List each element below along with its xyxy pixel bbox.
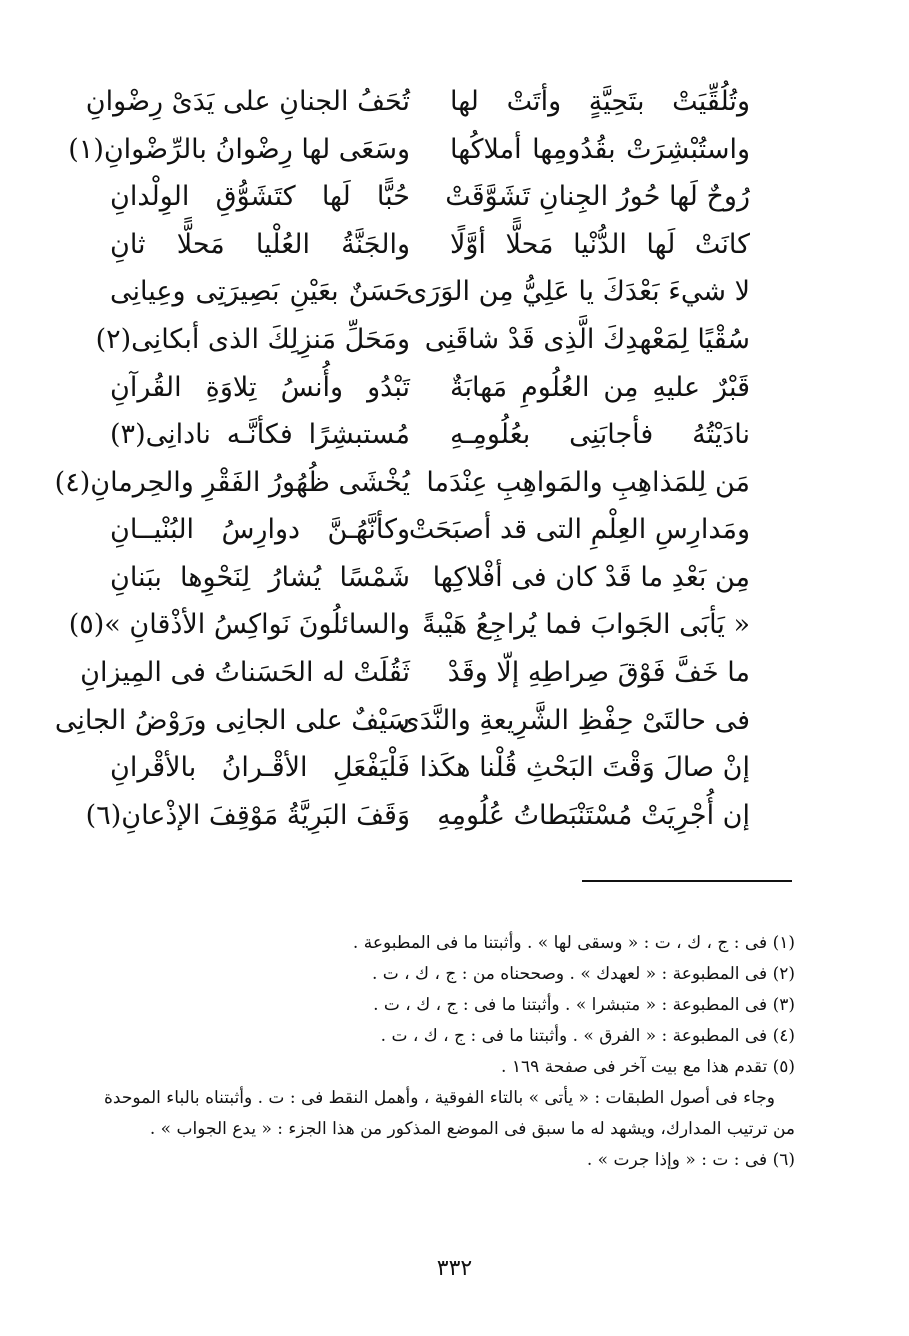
first-hemistich: وتُلُقِّيَتْ بتَحِيَّةٍ وأتَتْ لها [450,85,750,117]
verse [80,649,750,697]
footnote: (١) فى : ج ، ك ، ت : « وسقى لها » . وأثبتنا ما فى المطبوعة . [352,933,795,953]
second-hemistich: مُستبشِرًا فكأنَّـه نادانِى(٣) [110,419,410,451]
verse [68,602,750,650]
footnote-separator [582,880,792,882]
verse [85,792,750,840]
verse [110,744,750,792]
verse [110,411,750,459]
verse [110,506,750,554]
first-hemistich: سُقْيًا لِمَعْهدِكَ الَّذِى قَدْ شاقَنِى [424,323,750,355]
footnote: (٣) فى المطبوعة : « متبشرا » . وأثبتنا ما فى : ج ، ك ، ت . [373,995,795,1015]
first-hemistich: مَن لِلمَذاهِبِ والمَواهِبِ عِنْدَما [426,466,750,498]
poem [54,78,750,840]
first-hemistich: ما خَفَّ فَوْقَ صِراطِهِ إلّا وقَدْ [447,657,750,689]
second-hemistich: تُحَفُ الجنانِ على يَدَىْ رِضْوانِ [85,85,410,117]
second-hemistich: يُخْشَى ظُهُورُ الفَقْرِ والحِرمانِ(٤) [54,466,410,498]
second-hemistich: سَيْفٌ على الجانِى ورَوْضُ الجانِى [54,704,410,736]
first-hemistich: قَبْرٌ عليهِ مِن العُلُومِ مَهابَةٌ [450,371,750,403]
verse [54,697,750,745]
first-hemistich: مِن بَعْدِ ما قَدْ كان فى أفْلاكِها [432,561,750,593]
second-hemistich: وكأنَّهُـنَّ دوارِسُ البُنْيــانِ [110,514,410,546]
verse [85,78,750,126]
verse [110,554,750,602]
first-hemistich: كانَتْ لَها الدُّنْيا مَحلًّا أوَّلًا [450,228,750,260]
footnote-continuation: وجاء فى أصول الطبقات : « يأتى » بالتاء الفوقية ، وأهمل النقط فى : ت . وأثبتناه بالباء الموحدة من ترتيب المدارك، ويشهد له ما سبق فى الموضع المذكور من هذا الجزء : « يدع الجواب » . [104,1088,795,1139]
second-hemistich: والجَنَّةُ العُلْيا مَحلًّا ثانِ [110,228,410,260]
first-hemistich: نادَيْتُهُ فأجابَنِى بعُلُومِـهِ [450,419,750,451]
first-hemistich: فى حالتَىْ حِفْظِ الشَّرِيعةِ والنَّدَى [398,704,750,736]
footnote: (٥) تقدم هذا مع بيت آخر فى صفحة ١٦٩ . [501,1057,795,1077]
first-hemistich: رُوحٌ لَها حُورُ الجِنانِ تَشَوَّقَتْ [445,181,750,213]
verse [68,126,750,174]
first-hemistich: لا شيءَ بَعْدَكَ يا عَلِيُّ مِن الوَرَى [406,276,750,308]
verse [95,316,750,364]
verse [54,459,750,507]
verse [110,173,750,221]
page-number: ٣٣٢ [436,1256,473,1281]
first-hemistich: واستُبْشِرَتْ بقُدُومِها أملاكُها [450,133,750,165]
first-hemistich: ومَدارِسِ العِلْمِ التى قد أصبَحَتْ [408,514,750,546]
footnotes [80,928,795,1176]
verse [110,364,750,412]
verse [110,268,750,316]
first-hemistich: « يَأبَى الجَوابَ فما يُراجِعُ هَيْبةً [422,609,750,641]
second-hemistich: حُبًّا لَها كتَشَوُّقِ الوِلْدانِ [110,181,410,213]
second-hemistich: حَسَنٌ بعَيْنِ بَصِيرَتِى وعِيانِى [110,276,410,308]
second-hemistich: وسَعَى لها رِضْوانُ بالرِّضْوانِ(١) [68,133,410,165]
second-hemistich: والسائلُونَ نَواكِسُ الأذْقانِ »(٥) [68,609,410,641]
first-hemistich: إن أُجْرِيَتْ مُسْتَنْبَطاتُ عُلُومِهِ [437,799,750,831]
second-hemistich: تَبْدُو وأُنسُ تِلاوَةِ القُرآنِ [110,371,410,403]
footnote: (٤) فى المطبوعة : « الفرق » . وأثبتنا ما فى : ج ، ك ، ت . [380,1026,795,1046]
second-hemistich: فَلْيَفْعَلِ الأقْـرانُ بالأقْرانِ [110,752,410,784]
verse [110,221,750,269]
second-hemistich: وَقَفَ البَرِيَّةُ مَوْقِفَ الإذْعانِ(٦) [85,799,410,831]
footnote: (٢) فى المطبوعة : « لعهدك » . وصححناه من : ج ، ك ، ت . [371,964,795,984]
second-hemistich: ومَحَلِّ مَنزِلِكَ الذى أبكانِى(٢) [95,323,410,355]
footnote: (٦) فى : ت : « وإذا جرت » . [586,1150,795,1170]
second-hemistich: شَمْسًا يُشارُ لِنَحْوِها ببَنانِ [110,561,410,593]
first-hemistich: إنْ صالَ وَقْتَ البَحْثِ قُلْنا هكَذا [419,752,750,784]
second-hemistich: ثَقُلَتْ له الحَسَناتُ فى المِيزانِ [80,657,410,689]
